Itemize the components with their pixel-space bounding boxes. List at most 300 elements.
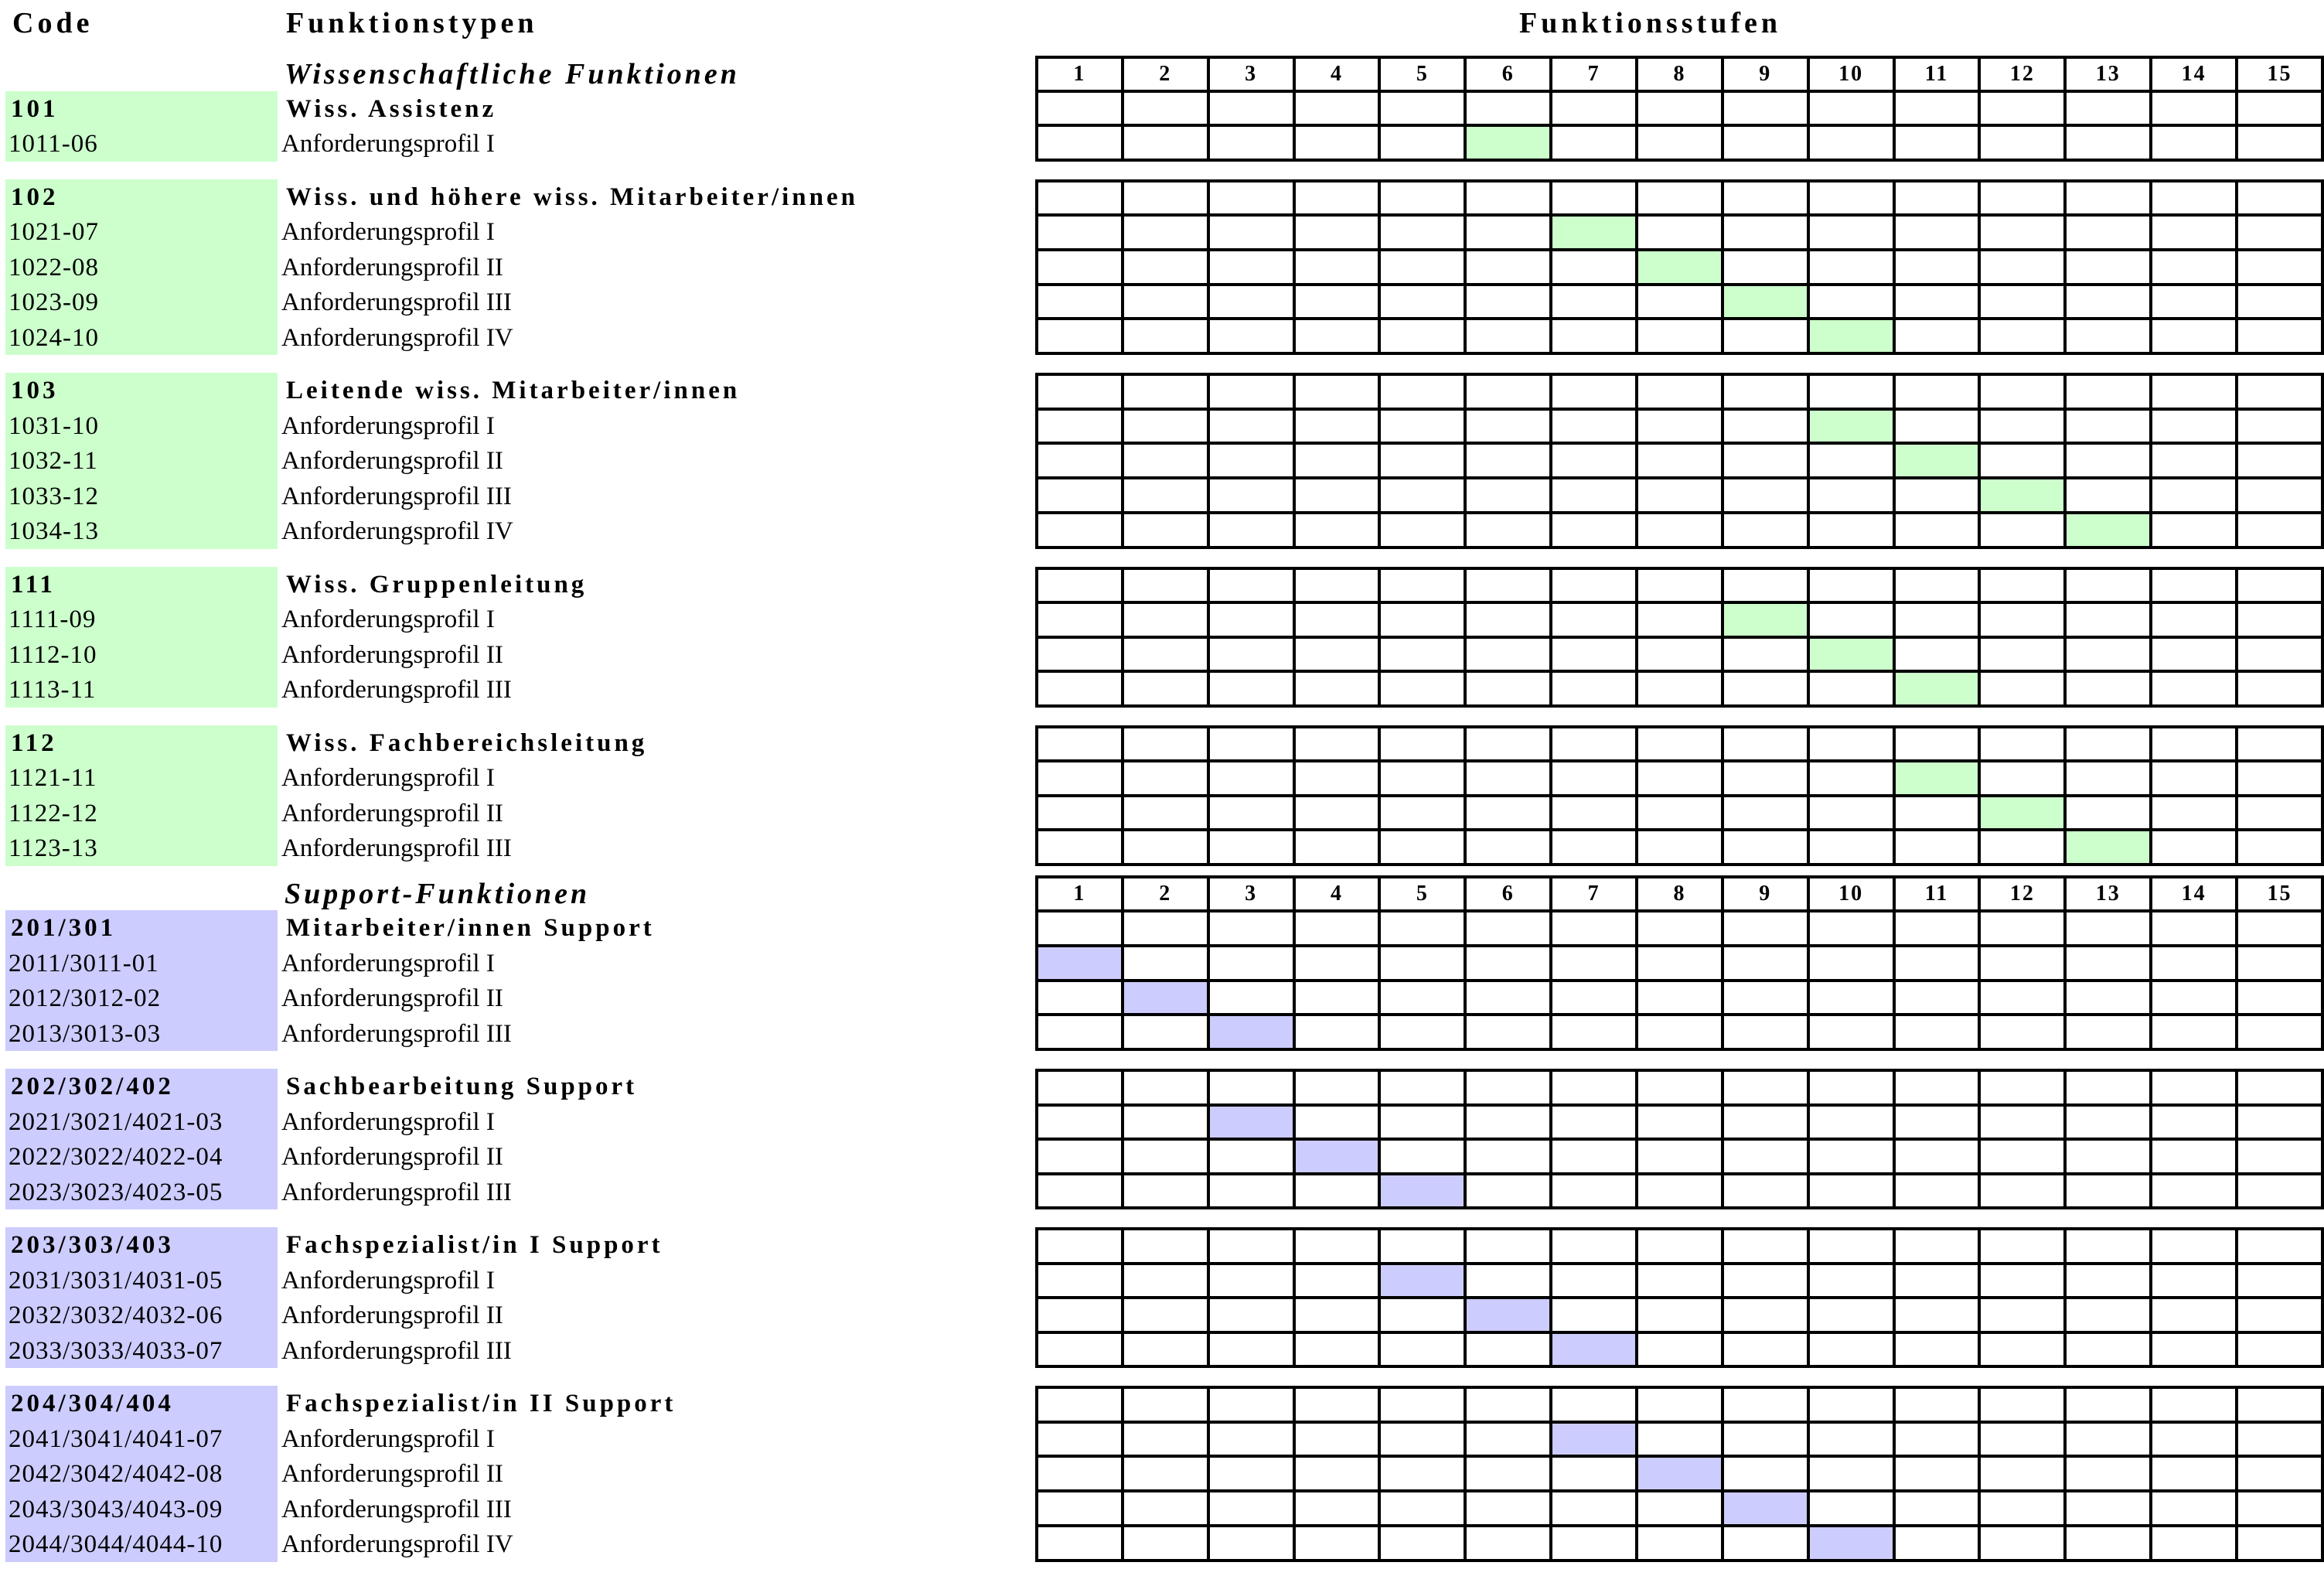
level-cell	[1551, 1491, 1637, 1526]
level-cell	[1123, 602, 1208, 637]
level-cell	[1123, 215, 1208, 250]
level-cell	[1465, 796, 1551, 831]
level-cell	[2065, 1105, 2151, 1140]
level-cell	[1379, 1422, 1465, 1457]
level-cell	[1037, 1298, 1123, 1332]
level-cell	[1123, 568, 1208, 603]
level-cell	[1123, 409, 1208, 444]
level-cell	[1637, 830, 1723, 865]
level-cell	[1465, 1105, 1551, 1140]
level-cell	[2151, 671, 2237, 706]
function-code: 1111-09	[9, 605, 97, 633]
level-cell	[1208, 1491, 1294, 1526]
requirement-profile: Anforderungsprofil III	[281, 676, 512, 704]
level-cell	[1551, 1174, 1637, 1209]
level-cell	[1037, 981, 1123, 1015]
level-cell	[2237, 285, 2322, 319]
level-cell	[1637, 1491, 1723, 1526]
level-cell	[1379, 1526, 1465, 1561]
level-cell	[1037, 637, 1123, 672]
level-cell	[1894, 727, 1980, 762]
group-code: 201/301	[11, 914, 117, 942]
level-cell	[1808, 761, 1894, 796]
level-cell	[1637, 374, 1723, 409]
level-cell	[1208, 181, 1294, 216]
level-cell	[1123, 1387, 1208, 1422]
level-cell	[1979, 409, 2065, 444]
level-cell	[1979, 637, 2065, 672]
level-cell	[1723, 125, 1808, 159]
level-cell	[1894, 181, 1980, 216]
level-cell	[1808, 911, 1894, 946]
requirement-profile: Anforderungsprofil II	[281, 984, 503, 1012]
level-cell	[1123, 1491, 1208, 1526]
level-cell	[1208, 319, 1294, 353]
level-cell	[1379, 250, 1465, 285]
requirement-profile: Anforderungsprofil IV	[281, 517, 513, 545]
level-cell	[1294, 478, 1380, 513]
requirement-profile: Anforderungsprofil I	[281, 949, 495, 977]
level-cell	[1808, 1456, 1894, 1491]
level-cell	[1379, 478, 1465, 513]
function-types-header: Funktionstypen	[286, 7, 538, 39]
level-cell	[1123, 319, 1208, 353]
level-header-cell: 11	[1894, 57, 1980, 91]
level-cell	[1723, 911, 1808, 946]
level-cell	[1723, 1174, 1808, 1209]
level-cell	[1723, 374, 1808, 409]
function-code: 2021/3021/4021-03	[9, 1107, 223, 1136]
level-cell	[1208, 671, 1294, 706]
level-cell	[1294, 319, 1380, 353]
level-cell	[2237, 911, 2322, 946]
assigned-level-cell	[1465, 125, 1551, 159]
requirement-profile: Anforderungsprofil I	[281, 1424, 495, 1453]
level-cell	[1208, 911, 1294, 946]
level-cell	[2151, 1332, 2237, 1367]
level-cell	[1979, 1174, 2065, 1209]
level-cell	[2151, 830, 2237, 865]
level-cell	[1037, 911, 1123, 946]
level-cell	[2065, 250, 2151, 285]
level-cell	[1979, 946, 2065, 981]
level-cell	[1551, 1070, 1637, 1105]
level-cell	[1808, 1070, 1894, 1105]
level-cell	[1379, 568, 1465, 603]
level-cell	[2151, 91, 2237, 125]
level-cell	[1465, 568, 1551, 603]
level-cell	[2237, 443, 2322, 478]
level-cell	[1551, 727, 1637, 762]
level-cell	[1979, 1387, 2065, 1422]
level-cell	[1208, 761, 1294, 796]
level-cell	[1294, 1422, 1380, 1457]
level-cell	[1379, 181, 1465, 216]
level-cell	[1894, 1174, 1980, 1209]
level-cell	[1037, 374, 1123, 409]
requirement-profile: Anforderungsprofil III	[281, 1336, 512, 1365]
level-grid	[1035, 1386, 2324, 1562]
level-cell	[2237, 181, 2322, 216]
level-cell	[2065, 1332, 2151, 1367]
assigned-level-cell	[1979, 796, 2065, 831]
level-cell	[1979, 1298, 2065, 1332]
section-title: Wissenschaftliche Funktionen	[285, 58, 740, 90]
group-code: 202/302/402	[11, 1073, 174, 1100]
level-header-cell: 11	[1894, 877, 1980, 912]
level-cell	[1723, 568, 1808, 603]
level-cell	[2065, 1298, 2151, 1332]
level-cell	[2151, 1139, 2237, 1174]
level-cell	[1979, 181, 2065, 216]
level-cell	[2151, 1105, 2237, 1140]
level-cell	[1294, 796, 1380, 831]
level-cell	[1379, 1070, 1465, 1105]
level-cell	[2237, 761, 2322, 796]
level-cell	[1894, 91, 1980, 125]
level-cell	[1208, 796, 1294, 831]
level-cell	[1037, 319, 1123, 353]
level-cell	[2237, 1139, 2322, 1174]
level-cell	[1379, 285, 1465, 319]
level-cell	[1808, 568, 1894, 603]
level-cell	[1551, 181, 1637, 216]
level-cell	[1551, 761, 1637, 796]
level-cell	[1894, 1264, 1980, 1298]
requirement-profile: Anforderungsprofil I	[281, 218, 495, 246]
level-cell	[1037, 1422, 1123, 1457]
level-cell	[1894, 830, 1980, 865]
level-cell	[1123, 250, 1208, 285]
level-cell	[1123, 1015, 1208, 1049]
level-cell	[1723, 796, 1808, 831]
level-cell	[2065, 409, 2151, 444]
requirement-profile: Anforderungsprofil III	[281, 1178, 512, 1206]
level-cell	[1551, 443, 1637, 478]
level-cell	[1979, 1139, 2065, 1174]
level-cell	[1894, 946, 1980, 981]
level-header-cell: 13	[2065, 877, 2151, 912]
group-name: Leitende wiss. Mitarbeiter/innen	[286, 377, 741, 404]
assigned-level-cell	[1208, 1105, 1294, 1140]
level-cell	[1123, 1174, 1208, 1209]
level-cell	[1637, 215, 1723, 250]
requirement-profile: Anforderungsprofil I	[281, 605, 495, 633]
level-cell	[1037, 761, 1123, 796]
level-cell	[1808, 91, 1894, 125]
level-cell	[1979, 568, 2065, 603]
level-cell	[1723, 637, 1808, 672]
level-cell	[1208, 602, 1294, 637]
level-header-cell: 15	[2237, 57, 2322, 91]
level-cell	[1808, 1174, 1894, 1209]
level-cell	[1894, 1105, 1980, 1140]
level-cell	[1637, 981, 1723, 1015]
level-cell	[1294, 91, 1380, 125]
function-code: 2043/3043/4043-09	[9, 1495, 223, 1523]
level-cell	[2151, 250, 2237, 285]
level-cell	[2151, 1456, 2237, 1491]
level-cell	[1894, 215, 1980, 250]
level-cell	[1294, 1015, 1380, 1049]
assigned-level-cell	[1808, 409, 1894, 444]
level-cell	[1808, 513, 1894, 547]
requirement-profile: Anforderungsprofil IV	[281, 323, 513, 352]
level-cell	[1894, 125, 1980, 159]
level-cell	[2151, 911, 2237, 946]
level-cell	[1894, 285, 1980, 319]
level-cell	[1123, 443, 1208, 478]
level-cell	[1551, 513, 1637, 547]
level-cell	[2151, 319, 2237, 353]
level-grid	[1035, 725, 2324, 866]
level-cell	[1979, 671, 2065, 706]
level-cell	[1123, 125, 1208, 159]
level-cell	[1123, 911, 1208, 946]
level-cell	[2065, 1422, 2151, 1457]
level-cell	[1465, 478, 1551, 513]
level-cell	[1294, 409, 1380, 444]
function-code: 2044/3044/4044-10	[9, 1530, 223, 1558]
level-cell	[2237, 478, 2322, 513]
level-cell	[1465, 602, 1551, 637]
level-cell	[1637, 319, 1723, 353]
assigned-level-cell	[1723, 1491, 1808, 1526]
group-code: 203/303/403	[11, 1231, 174, 1259]
level-cell	[1465, 181, 1551, 216]
level-cell	[1894, 374, 1980, 409]
requirement-profile: Anforderungsprofil I	[281, 1107, 495, 1136]
level-cell	[1637, 637, 1723, 672]
level-cell	[2065, 215, 2151, 250]
level-cell	[2237, 1456, 2322, 1491]
level-cell	[1551, 946, 1637, 981]
assigned-level-cell	[1037, 946, 1123, 981]
level-cell	[1894, 319, 1980, 353]
level-cell	[2065, 568, 2151, 603]
level-cell	[1379, 443, 1465, 478]
function-code: 1123-13	[9, 834, 98, 862]
level-cell	[1294, 1491, 1380, 1526]
level-cell	[1808, 796, 1894, 831]
level-cell	[1465, 761, 1551, 796]
level-cell	[1637, 1105, 1723, 1140]
level-cell	[1208, 478, 1294, 513]
level-cell	[2065, 727, 2151, 762]
level-cell	[1037, 1456, 1123, 1491]
level-cell	[1465, 250, 1551, 285]
function-code: 2013/3013-03	[9, 1019, 162, 1048]
level-cell	[1037, 1070, 1123, 1105]
assigned-level-cell	[2065, 830, 2151, 865]
level-header-cell: 9	[1723, 877, 1808, 912]
level-cell	[1637, 911, 1723, 946]
level-cell	[1808, 1139, 1894, 1174]
level-cell	[1808, 602, 1894, 637]
level-cell	[1037, 1015, 1123, 1049]
level-cell	[1894, 1332, 1980, 1367]
assigned-level-cell	[1808, 1526, 1894, 1561]
level-header-cell: 8	[1637, 877, 1723, 912]
level-cell	[1294, 602, 1380, 637]
level-cell	[1208, 830, 1294, 865]
level-cell	[1294, 1105, 1380, 1140]
level-cell	[1894, 513, 1980, 547]
level-cell	[1123, 1070, 1208, 1105]
level-grid	[1035, 567, 2324, 708]
level-cell	[1208, 981, 1294, 1015]
level-cell	[1208, 727, 1294, 762]
level-cell	[2237, 1070, 2322, 1105]
level-cell	[1551, 568, 1637, 603]
requirement-profile: Anforderungsprofil II	[281, 640, 503, 669]
level-cell	[1551, 1139, 1637, 1174]
level-cell	[1551, 796, 1637, 831]
level-cell	[1208, 1070, 1294, 1105]
level-cell	[1294, 513, 1380, 547]
level-grid	[1035, 179, 2324, 356]
level-cell	[2151, 513, 2237, 547]
level-cell	[1465, 946, 1551, 981]
level-cell	[1208, 285, 1294, 319]
assigned-level-cell	[1979, 478, 2065, 513]
level-cell	[1294, 1264, 1380, 1298]
level-cell	[1637, 1422, 1723, 1457]
level-cell	[1037, 1491, 1123, 1526]
requirement-profile: Anforderungsprofil IV	[281, 1530, 513, 1558]
level-cell	[1208, 215, 1294, 250]
section-title: Support-Funktionen	[285, 877, 591, 910]
level-cell	[1894, 1139, 1980, 1174]
level-cell	[2065, 671, 2151, 706]
group-code: 103	[11, 377, 59, 404]
level-header-cell: 14	[2151, 57, 2237, 91]
level-cell	[1294, 285, 1380, 319]
level-cell	[1894, 602, 1980, 637]
function-code: 2032/3032/4032-06	[9, 1301, 223, 1329]
level-cell	[2151, 478, 2237, 513]
level-cell	[1808, 181, 1894, 216]
level-cell	[2237, 1332, 2322, 1367]
level-cell	[1208, 1332, 1294, 1367]
level-cell	[1979, 602, 2065, 637]
function-code: 1033-12	[9, 482, 99, 510]
level-cell	[1379, 981, 1465, 1015]
level-cell	[1294, 250, 1380, 285]
level-cell	[1379, 1298, 1465, 1332]
level-cell	[1723, 215, 1808, 250]
level-cell	[1551, 981, 1637, 1015]
level-cell	[1723, 1298, 1808, 1332]
level-cell	[1808, 671, 1894, 706]
assigned-level-cell	[1379, 1174, 1465, 1209]
assigned-level-cell	[1894, 671, 1980, 706]
level-cell	[1294, 911, 1380, 946]
group-name: Sachbearbeitung Support	[286, 1073, 638, 1100]
level-cell	[1808, 1422, 1894, 1457]
level-cell	[1723, 1422, 1808, 1457]
level-cell	[2151, 946, 2237, 981]
level-cell	[1379, 1491, 1465, 1526]
level-cell	[1723, 1264, 1808, 1298]
level-cell	[1637, 1332, 1723, 1367]
level-cell	[1465, 1139, 1551, 1174]
level-cell	[2237, 409, 2322, 444]
level-cell	[1808, 1105, 1894, 1140]
level-cell	[2151, 727, 2237, 762]
level-cell	[2237, 568, 2322, 603]
level-cell	[1723, 761, 1808, 796]
level-cell	[1894, 409, 1980, 444]
level-cell	[1637, 1174, 1723, 1209]
level-cell	[1294, 1174, 1380, 1209]
level-cell	[1123, 285, 1208, 319]
requirement-profile: Anforderungsprofil I	[281, 764, 495, 792]
level-cell	[2151, 374, 2237, 409]
function-code: 2022/3022/4022-04	[9, 1143, 223, 1171]
function-code: 1112-10	[9, 640, 97, 669]
group-code: 204/304/404	[11, 1390, 174, 1417]
assigned-level-cell	[1808, 319, 1894, 353]
level-cell	[1723, 671, 1808, 706]
level-cell	[2065, 911, 2151, 946]
level-cell	[1294, 981, 1380, 1015]
level-cell	[1723, 181, 1808, 216]
level-cell	[1465, 1491, 1551, 1526]
requirement-profile: Anforderungsprofil II	[281, 1143, 503, 1171]
function-code: 2023/3023/4023-05	[9, 1178, 223, 1206]
level-cell	[1723, 1105, 1808, 1140]
level-cell	[1979, 285, 2065, 319]
level-cell	[1979, 1491, 2065, 1526]
level-cell	[1037, 568, 1123, 603]
level-cell	[1979, 250, 2065, 285]
level-cell	[1551, 602, 1637, 637]
level-cell	[1979, 1332, 2065, 1367]
level-header-cell: 8	[1637, 57, 1723, 91]
level-cell	[1123, 1139, 1208, 1174]
level-cell	[2065, 1015, 2151, 1049]
level-cell	[1723, 1526, 1808, 1561]
level-cell	[1551, 911, 1637, 946]
level-cell	[1465, 91, 1551, 125]
level-cell	[1979, 1070, 2065, 1105]
level-cell	[2151, 602, 2237, 637]
assigned-level-cell	[1723, 602, 1808, 637]
level-cell	[1551, 1298, 1637, 1332]
function-code: 1032-11	[9, 447, 98, 475]
level-cell	[1208, 1264, 1294, 1298]
assigned-level-cell	[1894, 761, 1980, 796]
level-cell	[1123, 727, 1208, 762]
level-cell	[1208, 1526, 1294, 1561]
level-cell	[1637, 602, 1723, 637]
level-cell	[1637, 1387, 1723, 1422]
level-cell	[1294, 727, 1380, 762]
level-cell	[1294, 761, 1380, 796]
level-cell	[1123, 830, 1208, 865]
level-cell	[1808, 830, 1894, 865]
level-cell	[1379, 1387, 1465, 1422]
level-cell	[1551, 1456, 1637, 1491]
level-cell	[1379, 602, 1465, 637]
level-cell	[1979, 443, 2065, 478]
level-cell	[1208, 1229, 1294, 1264]
level-cell	[1037, 727, 1123, 762]
level-cell	[1465, 637, 1551, 672]
level-cell	[1123, 91, 1208, 125]
level-cell	[1894, 1491, 1980, 1526]
